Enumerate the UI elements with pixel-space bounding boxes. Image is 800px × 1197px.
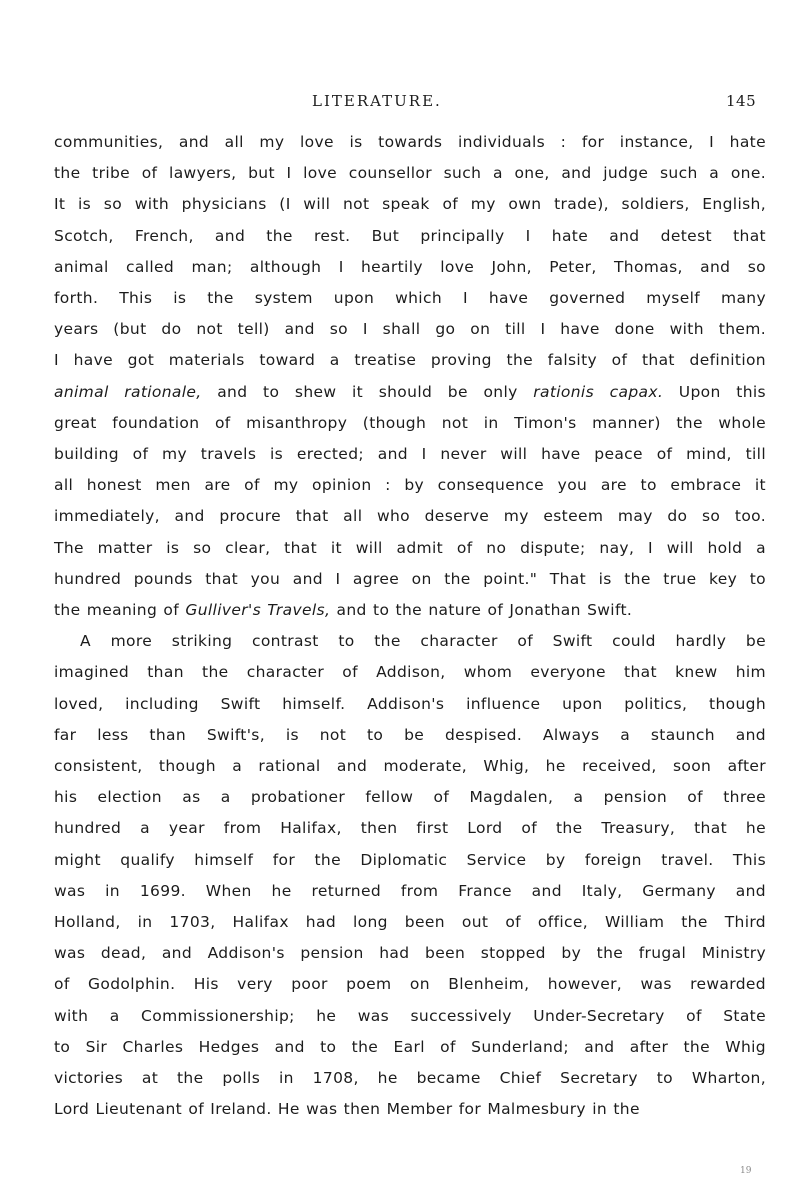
text-run: building of my travels is erected; and I never will have peace of mind, till — [54, 445, 766, 464]
italic-text: animal rationale, — [54, 382, 202, 401]
text-line — [54, 751, 766, 782]
text-line — [54, 439, 766, 470]
text-run: communities, and all my love is towards individuals : for instance, I hate — [54, 133, 766, 151]
text-line — [54, 408, 766, 439]
text-run: Holland, in 1703, Halifax had long been out of office, William the Third — [54, 913, 766, 932]
text-line — [54, 564, 766, 595]
text-line — [54, 595, 766, 626]
text-run: consistent, though a rational and moderate, Whig, he received, soon after — [54, 757, 766, 776]
text-run: I have got materials toward a treatise proving the falsity of that definition — [54, 351, 766, 370]
text-run: and to the nature of Jonathan Swift. — [330, 601, 633, 620]
running-title: LITERATURE. — [312, 92, 442, 110]
text-line — [54, 813, 766, 844]
text-run: The matter is so clear, that it will admit of no dispute; nay, I will hold a — [54, 538, 766, 557]
text-line — [54, 189, 766, 220]
text-run: forth. This is the system upon which I have governed myself many — [54, 289, 766, 308]
text-line — [54, 533, 766, 564]
text-line — [54, 657, 766, 688]
text-run: the tribe of lawyers, but I love counsellor such a one, and judge such a one. — [54, 164, 766, 183]
text-line — [54, 1001, 766, 1032]
text-line — [54, 689, 766, 720]
text-run: It is so with physicians (I will not speak of my own trade), soldiers, English, — [54, 195, 766, 214]
text-run: years (but do not tell) and so I shall go on till I have done with them. — [54, 320, 766, 339]
text-line — [54, 876, 766, 907]
text-run: was dead, and Addison's pension had been stopped by the frugal Ministry — [54, 944, 766, 963]
text-line — [54, 938, 766, 969]
text-line — [54, 720, 766, 751]
text-line — [54, 470, 766, 501]
text-line — [54, 1063, 766, 1094]
text-run: to Sir Charles Hedges and to the Earl of Sunderland; and after the Whig — [54, 1037, 766, 1056]
text-run: hundred a year from Halifax, then first Lord of the Treasury, that he — [54, 819, 766, 838]
text-run: was in 1699. When he returned from France and Italy, Germany and — [54, 881, 766, 900]
text-run: far less than Swift's, is not to be despised. Always a staunch and — [54, 725, 766, 744]
text-line — [54, 1094, 766, 1125]
text-line — [54, 1032, 766, 1063]
body-text — [54, 127, 766, 1126]
paragraph — [54, 127, 766, 626]
text-run: hundred pounds that you and I agree on the point." That is the true key to — [54, 569, 766, 588]
text-run: imagined than the character of Addison, whom everyone that knew him — [54, 663, 766, 682]
text-run: of Godolphin. His very poor poem on Blenheim, however, was rewarded — [54, 975, 766, 994]
text-line — [54, 345, 766, 376]
text-line — [54, 314, 766, 345]
text-run: Upon this — [663, 382, 766, 401]
text-line — [54, 907, 766, 938]
text-line — [54, 626, 766, 657]
text-line — [54, 782, 766, 813]
italic-text: rationis capax. — [533, 382, 664, 401]
text-run: loved, including Swift himself. Addison's influence upon politics, though — [54, 694, 766, 713]
text-run: A more striking contrast to the character of Swift could hardly be — [80, 632, 766, 651]
text-line — [54, 252, 766, 283]
text-line — [54, 969, 766, 1000]
text-run: the meaning of — [54, 601, 186, 620]
text-line — [54, 377, 766, 408]
italic-text: Gulliver's Travels, — [185, 601, 331, 620]
text-line — [54, 221, 766, 252]
text-run: animal called man; although I heartily love John, Peter, Thomas, and so — [54, 257, 766, 276]
text-run: Scotch, French, and the rest. But principally I hate and detest that — [54, 226, 766, 245]
text-line — [54, 501, 766, 532]
running-head — [0, 92, 800, 116]
text-run: immediately, and procure that all who deserve my esteem may do so too. — [54, 507, 766, 526]
text-run: Lord Lieutenant of Ireland. He was then Member for Malmesbury in the — [54, 1100, 640, 1119]
text-line — [54, 127, 766, 158]
text-line — [54, 845, 766, 876]
text-run: great foundation of misanthropy (though not in Timon's manner) the whole — [54, 413, 766, 432]
text-run: might qualify himself for the Diplomatic Service by foreign travel. This — [54, 850, 766, 869]
text-run: and to shew it should be only — [201, 382, 534, 401]
text-run: with a Commissionership; he was successively Under-Secretary of State — [54, 1006, 766, 1025]
text-line — [54, 158, 766, 189]
printer-signature-mark: 19 — [740, 1166, 752, 1176]
text-line — [54, 283, 766, 314]
page-number: 145 — [726, 92, 757, 110]
text-run: victories at the polls in 1708, he became Chief Secretary to Wharton, — [54, 1069, 766, 1088]
text-run: his election as a probationer fellow of Magdalen, a pension of three — [54, 788, 766, 807]
paragraph — [54, 626, 766, 1125]
text-run: all honest men are of my opinion : by consequence you are to embrace it — [54, 476, 766, 495]
